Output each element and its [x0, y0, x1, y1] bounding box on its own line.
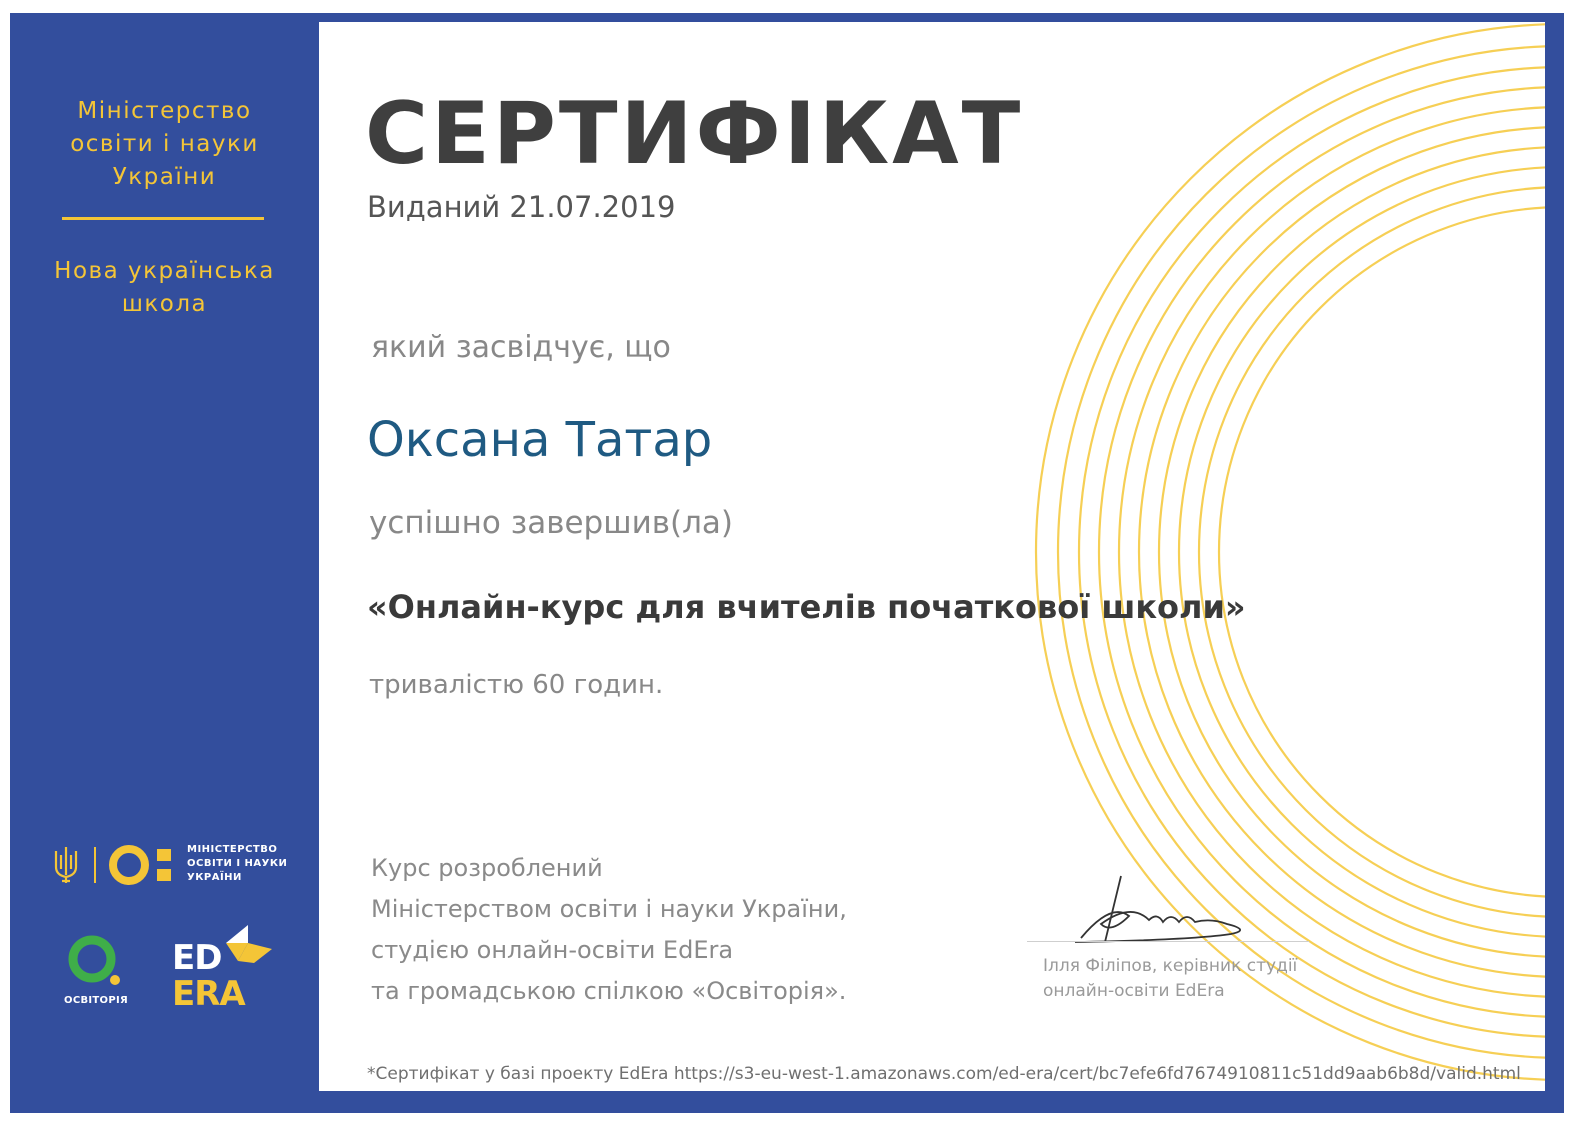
osvitoria-ring-icon [66, 933, 122, 989]
developed-by [371, 848, 847, 1012]
edera-logo [172, 923, 282, 1015]
logo-separator [94, 847, 96, 883]
trident-icon [52, 845, 80, 885]
developed-by-line: та громадською спілкою «Освіторія». [371, 977, 847, 1005]
mon-logo-mark-icon [107, 843, 179, 887]
edera-ed-text: ED [172, 938, 222, 978]
edera-era-text: ERA [172, 974, 245, 1014]
signer-line: онлайн-освіти EdEra [1043, 981, 1225, 1001]
osvitoria-label: ОСВІТОРІЯ [64, 995, 128, 1006]
ministry-title: Міністерство освіти і науки України [70, 98, 259, 190]
signer-caption [1043, 954, 1297, 1004]
mon-logo-text: МІНІСТЕРСТВО ОСВІТИ І НАУКИ УКРАЇНИ [187, 844, 288, 883]
certificate-title: СЕРТИФІКАТ [365, 84, 1024, 184]
sidebar-divider [62, 217, 264, 220]
developed-by-line: Міністерством освіти і науки України, [371, 895, 847, 923]
verification-link[interactable]: *Сертифікат у базі проекту EdEra https://s3-eu-west-1.amazonaws.com/ed-era/cert/bc7efe6fd7674910811c51dd9aab6b8d/valid.html [367, 1064, 1521, 1084]
certifies-text: який засвідчує, що [371, 330, 671, 365]
osvitoria-logo [56, 933, 136, 1013]
recipient-name: Оксана Татар [367, 412, 713, 468]
course-name: «Онлайн-курс для вчителів початкової школи» [367, 588, 1246, 626]
edera-mark-icon [224, 923, 274, 973]
developed-by-line: студією онлайн-освіти EdEra [371, 936, 734, 964]
ministry-logo [52, 841, 312, 889]
issue-date: Виданий 21.07.2019 [367, 190, 676, 224]
sidebar [10, 13, 319, 1113]
signature-icon [1071, 872, 1271, 952]
completed-text: успішно завершив(ла) [369, 505, 734, 541]
certificate-body [319, 22, 1545, 1091]
developed-by-line: Курс розроблений [371, 854, 603, 882]
school-title: Нова українська школа [54, 258, 275, 317]
signer-line: Ілля Філіпов, керівник студії [1043, 956, 1298, 976]
signature-line [1027, 941, 1309, 942]
course-duration: тривалістю 60 годин. [369, 670, 664, 700]
